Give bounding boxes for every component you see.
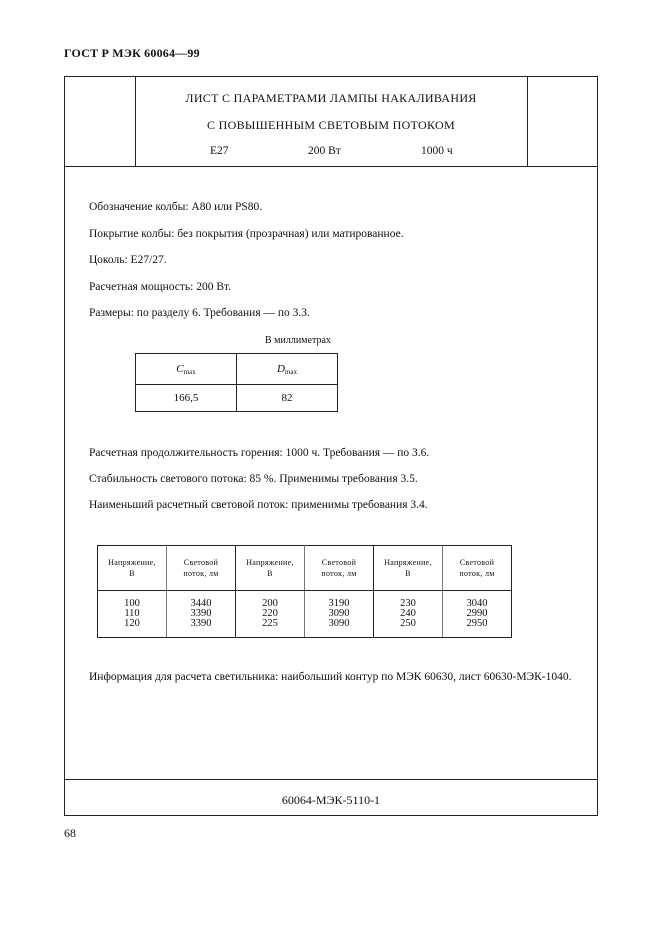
d-max-value: 82 [237, 385, 338, 412]
dimensions-note: Размеры: по разделу 6. Требования — по 3.3. [89, 307, 310, 319]
flux-values: 3190 3090 3090 [305, 591, 374, 638]
dimensions-unit: В миллиметрах [265, 335, 331, 346]
c-max-value: 166,5 [136, 385, 237, 412]
voltage-values: 100 110 120 [98, 591, 167, 638]
luminaire-info: Информация для расчета светильника: наибольший контур по МЭК 60630, лист 60630-МЭК-1040. [89, 671, 572, 683]
data-sheet-frame [64, 76, 598, 816]
bulb-designation: Обозначение колбы: A80 или PS80. [89, 201, 263, 213]
cap-type: Цоколь: E27/27. [89, 254, 167, 266]
page-number: 68 [64, 826, 76, 840]
title-block [65, 77, 597, 167]
flux-values: 3440 3390 3390 [167, 591, 236, 638]
header-voltage: Напряжение, В [374, 546, 443, 591]
header-flux: Световой поток, лм [167, 546, 236, 591]
min-flux-note: Наименьший расчетный световой поток: применимы требования 3.4. [89, 499, 428, 511]
header-flux: Световой поток, лм [443, 546, 512, 591]
footer-divider [65, 779, 597, 780]
voltage-values: 200 220 225 [236, 591, 305, 638]
standard-header: ГОСТ Р МЭК 60064—99 [64, 46, 200, 60]
spec-life: 1000 ч [421, 145, 453, 157]
col-c-max: $C_{max}$ [136, 354, 237, 385]
rated-life: Расчетная продолжительность горения: 1000 ч. Требования — по 3.6. [89, 447, 430, 459]
header-voltage: Напряжение, В [236, 546, 305, 591]
spec-power: 200 Вт [308, 145, 341, 157]
luminous-flux-table [97, 545, 512, 638]
flux-values: 3040 2990 2950 [443, 591, 512, 638]
header-flux: Световой поток, лм [305, 546, 374, 591]
title-divider-right [527, 77, 528, 166]
flux-stability: Стабильность светового потока: 85 %. Применимы требования 3.5. [89, 473, 418, 485]
sheet-id: 60064-МЭК-5110-1 [281, 793, 381, 807]
voltage-values: 230 240 250 [374, 591, 443, 638]
header-voltage: Напряжение, В [98, 546, 167, 591]
rated-wattage: Расчетная мощность: 200 Вт. [89, 281, 232, 293]
dimensions-table [135, 353, 338, 412]
title-line-1: ЛИСТ С ПАРАМЕТРАМИ ЛАМПЫ НАКАЛИВАНИЯ [185, 91, 477, 105]
col-d-max: $D_{max}$ [237, 354, 338, 385]
spec-base: E27 [210, 145, 229, 157]
title-line-2: С ПОВЫШЕННЫМ СВЕТОВЫМ ПОТОКОМ [207, 118, 455, 132]
bulb-coating: Покрытие колбы: без покрытия (прозрачная) или матированное. [89, 228, 404, 240]
